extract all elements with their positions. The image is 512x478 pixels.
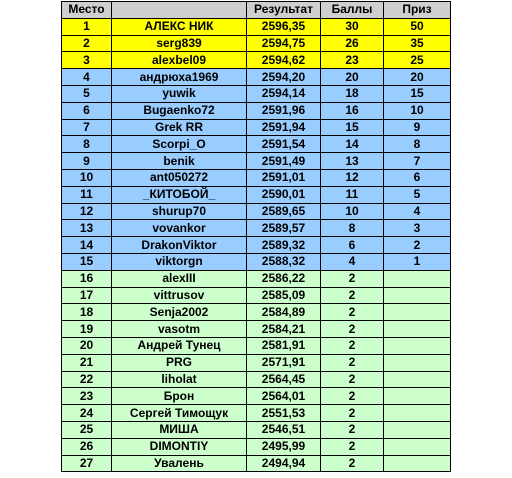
table-row <box>62 220 451 237</box>
player-name-cell: Брон <box>112 388 247 405</box>
prize-cell: 10 <box>384 102 451 119</box>
table-row <box>62 421 451 438</box>
results-table <box>61 1 451 472</box>
table-row <box>62 153 451 170</box>
place-cell: 8 <box>62 136 112 153</box>
place-cell: 13 <box>62 220 112 237</box>
prize-cell <box>384 455 451 472</box>
table-row <box>62 304 451 321</box>
result-cell: 2596,35 <box>247 18 321 35</box>
prize-cell <box>384 405 451 422</box>
player-name-cell: АЛЕКС НИК <box>112 18 247 35</box>
points-cell: 23 <box>321 52 384 69</box>
result-cell: 2591,94 <box>247 119 321 136</box>
player-name-cell: Senja2002 <box>112 304 247 321</box>
points-cell: 2 <box>321 371 384 388</box>
points-cell: 2 <box>321 321 384 338</box>
place-cell: 9 <box>62 153 112 170</box>
table-row <box>62 18 451 35</box>
player-name-cell: vovankor <box>112 220 247 237</box>
player-name-cell: Сергей Тимощук <box>112 405 247 422</box>
player-name-cell: vasotm <box>112 321 247 338</box>
place-cell: 20 <box>62 337 112 354</box>
points-cell: 10 <box>321 203 384 220</box>
place-cell: 14 <box>62 237 112 254</box>
table-row <box>62 287 451 304</box>
points-cell: 26 <box>321 35 384 52</box>
points-cell: 2 <box>321 337 384 354</box>
place-cell: 10 <box>62 169 112 186</box>
result-cell: 2594,75 <box>247 35 321 52</box>
table-row <box>62 186 451 203</box>
table-row <box>62 371 451 388</box>
table-row <box>62 102 451 119</box>
table-row <box>62 52 451 69</box>
prize-cell: 35 <box>384 35 451 52</box>
header-points: Баллы <box>321 2 384 19</box>
points-cell: 2 <box>321 388 384 405</box>
player-name-cell: serg839 <box>112 35 247 52</box>
result-cell: 2591,54 <box>247 136 321 153</box>
points-cell: 15 <box>321 119 384 136</box>
place-cell: 5 <box>62 85 112 102</box>
place-cell: 23 <box>62 388 112 405</box>
table-row <box>62 136 451 153</box>
place-cell: 4 <box>62 69 112 86</box>
result-cell: 2586,22 <box>247 270 321 287</box>
points-cell: 18 <box>321 85 384 102</box>
points-cell: 12 <box>321 169 384 186</box>
table-row <box>62 455 451 472</box>
result-cell: 2584,89 <box>247 304 321 321</box>
prize-cell: 15 <box>384 85 451 102</box>
result-cell: 2589,57 <box>247 220 321 237</box>
player-name-cell: yuwik <box>112 85 247 102</box>
points-cell: 13 <box>321 153 384 170</box>
result-cell: 2589,65 <box>247 203 321 220</box>
prize-cell <box>384 438 451 455</box>
place-cell: 1 <box>62 18 112 35</box>
result-cell: 2594,14 <box>247 85 321 102</box>
table-row <box>62 405 451 422</box>
prize-cell <box>384 287 451 304</box>
points-cell: 16 <box>321 102 384 119</box>
result-cell: 2585,09 <box>247 287 321 304</box>
points-cell: 4 <box>321 253 384 270</box>
player-name-cell: liholat <box>112 371 247 388</box>
prize-cell <box>384 304 451 321</box>
header-row <box>62 2 451 19</box>
prize-cell <box>384 388 451 405</box>
result-cell: 2588,32 <box>247 253 321 270</box>
result-cell: 2589,32 <box>247 237 321 254</box>
prize-cell <box>384 321 451 338</box>
place-cell: 16 <box>62 270 112 287</box>
table-row <box>62 337 451 354</box>
points-cell: 2 <box>321 455 384 472</box>
player-name-cell: андрюха1969 <box>112 69 247 86</box>
result-cell: 2591,01 <box>247 169 321 186</box>
header-result: Результат <box>247 2 321 19</box>
player-name-cell: PRG <box>112 354 247 371</box>
result-cell: 2584,21 <box>247 321 321 338</box>
place-cell: 2 <box>62 35 112 52</box>
result-cell: 2571,91 <box>247 354 321 371</box>
points-cell: 14 <box>321 136 384 153</box>
player-name-cell: DrakonViktor <box>112 237 247 254</box>
points-cell: 2 <box>321 270 384 287</box>
place-cell: 21 <box>62 354 112 371</box>
prize-cell: 9 <box>384 119 451 136</box>
player-name-cell: _КИТОБОЙ_ <box>112 186 247 203</box>
points-cell: 30 <box>321 18 384 35</box>
table-row <box>62 119 451 136</box>
place-cell: 7 <box>62 119 112 136</box>
result-cell: 2594,20 <box>247 69 321 86</box>
table-row <box>62 203 451 220</box>
header-prize: Приз <box>384 2 451 19</box>
prize-cell: 25 <box>384 52 451 69</box>
result-cell: 2590,01 <box>247 186 321 203</box>
place-cell: 26 <box>62 438 112 455</box>
player-name-cell: viktorgn <box>112 253 247 270</box>
table-row <box>62 388 451 405</box>
player-name-cell: Scorpi_O <box>112 136 247 153</box>
player-name-cell: Андрей Тунец <box>112 337 247 354</box>
player-name-cell: МИША <box>112 421 247 438</box>
points-cell: 2 <box>321 421 384 438</box>
points-cell: 2 <box>321 287 384 304</box>
place-cell: 27 <box>62 455 112 472</box>
result-cell: 2494,94 <box>247 455 321 472</box>
player-name-cell: benik <box>112 153 247 170</box>
place-cell: 25 <box>62 421 112 438</box>
place-cell: 3 <box>62 52 112 69</box>
place-cell: 24 <box>62 405 112 422</box>
points-cell: 8 <box>321 220 384 237</box>
result-cell: 2564,01 <box>247 388 321 405</box>
points-cell: 6 <box>321 237 384 254</box>
result-cell: 2591,96 <box>247 102 321 119</box>
points-cell: 2 <box>321 304 384 321</box>
player-name-cell: vittrusov <box>112 287 247 304</box>
prize-cell: 7 <box>384 153 451 170</box>
place-cell: 18 <box>62 304 112 321</box>
player-name-cell: Увалень <box>112 455 247 472</box>
player-name-cell: Grek RR <box>112 119 247 136</box>
prize-cell: 5 <box>384 186 451 203</box>
table-row <box>62 85 451 102</box>
place-cell: 6 <box>62 102 112 119</box>
table-row <box>62 237 451 254</box>
result-cell: 2551,53 <box>247 405 321 422</box>
prize-cell: 50 <box>384 18 451 35</box>
place-cell: 22 <box>62 371 112 388</box>
result-cell: 2546,51 <box>247 421 321 438</box>
prize-cell: 2 <box>384 237 451 254</box>
result-cell: 2594,62 <box>247 52 321 69</box>
player-name-cell: ant050272 <box>112 169 247 186</box>
results-body <box>62 18 451 472</box>
table-row <box>62 321 451 338</box>
result-cell: 2581,91 <box>247 337 321 354</box>
player-name-cell: Bugaenko72 <box>112 102 247 119</box>
points-cell: 2 <box>321 405 384 422</box>
table-row <box>62 69 451 86</box>
place-cell: 12 <box>62 203 112 220</box>
points-cell: 20 <box>321 69 384 86</box>
points-cell: 11 <box>321 186 384 203</box>
header-place: Место <box>62 2 112 19</box>
points-cell: 2 <box>321 438 384 455</box>
result-cell: 2495,99 <box>247 438 321 455</box>
place-cell: 17 <box>62 287 112 304</box>
prize-cell: 1 <box>384 253 451 270</box>
prize-cell <box>384 354 451 371</box>
prize-cell <box>384 337 451 354</box>
table-row <box>62 354 451 371</box>
prize-cell <box>384 421 451 438</box>
place-cell: 19 <box>62 321 112 338</box>
prize-cell: 20 <box>384 69 451 86</box>
prize-cell: 6 <box>384 169 451 186</box>
player-name-cell: DIMONTIY <box>112 438 247 455</box>
table-row <box>62 438 451 455</box>
place-cell: 11 <box>62 186 112 203</box>
table-row <box>62 35 451 52</box>
table-row <box>62 253 451 270</box>
prize-cell: 8 <box>384 136 451 153</box>
player-name-cell: alexIII <box>112 270 247 287</box>
prize-cell: 3 <box>384 220 451 237</box>
table-row <box>62 169 451 186</box>
prize-cell <box>384 371 451 388</box>
header-name <box>112 2 247 19</box>
place-cell: 15 <box>62 253 112 270</box>
result-cell: 2591,49 <box>247 153 321 170</box>
prize-cell: 4 <box>384 203 451 220</box>
table-row <box>62 270 451 287</box>
result-cell: 2564,45 <box>247 371 321 388</box>
player-name-cell: alexbel09 <box>112 52 247 69</box>
player-name-cell: shurup70 <box>112 203 247 220</box>
points-cell: 2 <box>321 354 384 371</box>
prize-cell <box>384 270 451 287</box>
